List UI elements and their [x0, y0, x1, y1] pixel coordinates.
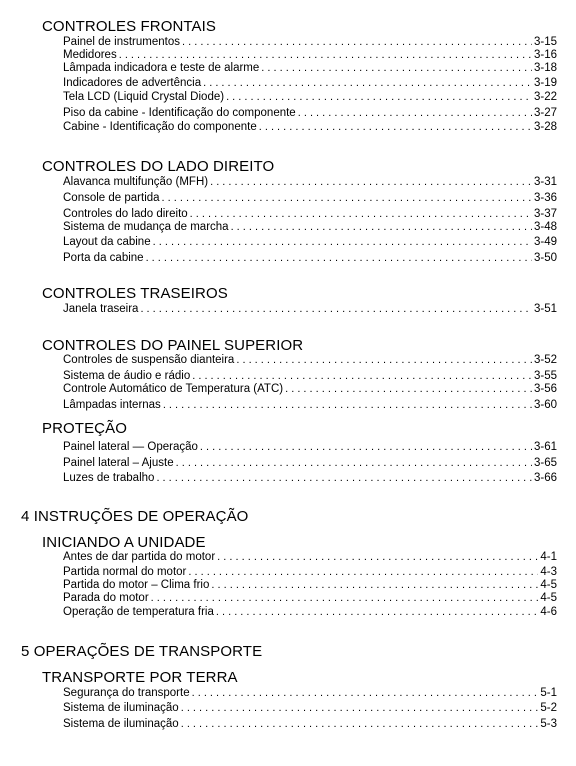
entry-title: Tela LCD (Liquid Crystal Diode)	[63, 91, 225, 103]
entry-title: Medidores	[63, 49, 117, 61]
entry-title: Parada do motor	[63, 592, 149, 604]
dot-leader	[182, 35, 532, 49]
entry-title: Sistema de áudio e rádio	[63, 370, 191, 382]
entry-page: 3-19	[533, 77, 557, 89]
entry-page: 3-22	[533, 91, 557, 103]
entry-page: 3-65	[533, 457, 557, 469]
dot-leader	[190, 207, 532, 221]
dot-leader	[176, 456, 532, 470]
entry-title: Controles do lado direito	[63, 208, 188, 220]
dot-leader	[210, 175, 532, 189]
toc-entry[interactable]	[63, 369, 557, 383]
entry-page: 3-37	[533, 208, 557, 220]
toc-entry[interactable]	[63, 191, 557, 205]
entry-title: Partida do motor – Clima frio	[63, 579, 210, 591]
toc-entry[interactable]	[63, 565, 557, 579]
dot-leader	[192, 369, 532, 383]
entry-page: 4-5	[540, 579, 557, 591]
entry-title: Sistema de mudança de marcha	[63, 221, 229, 233]
toc-entry[interactable]	[63, 578, 557, 592]
dot-leader	[156, 471, 532, 485]
entry-page: 3-60	[533, 399, 557, 411]
entry-title: Controle Automático de Temperatura (ATC)	[63, 383, 284, 395]
entry-page: 3-28	[533, 121, 557, 133]
entry-page: 3-31	[533, 176, 557, 188]
section-heading: INICIANDO A UNIDADE	[42, 534, 206, 551]
toc-entry[interactable]	[63, 251, 557, 265]
entry-title: Partida normal do motor	[63, 566, 187, 578]
toc-entry[interactable]	[63, 61, 557, 75]
dot-leader	[140, 302, 532, 316]
dot-leader	[203, 76, 532, 90]
toc-entry[interactable]	[63, 686, 557, 700]
section-heading: CONTROLES DO PAINEL SUPERIOR	[42, 337, 304, 354]
toc-entry[interactable]	[63, 76, 557, 90]
entry-page: 3-51	[533, 303, 557, 315]
entry-title: Janela traseira	[63, 303, 139, 315]
entry-title: Controles de suspensão dianteira	[63, 354, 235, 366]
section-heading: CONTROLES DO LADO DIREITO	[42, 158, 275, 175]
toc-entry[interactable]	[63, 90, 557, 104]
entry-title: Cabine - Identificação do componente	[63, 121, 257, 133]
dot-leader	[181, 717, 539, 731]
entry-page: 4-5	[540, 592, 557, 604]
entry-title: Luzes de trabalho	[63, 472, 155, 484]
toc-entry[interactable]	[63, 235, 557, 249]
chapter-heading: 5 OPERAÇÕES DE TRANSPORTE	[21, 643, 263, 660]
entry-page: 4-6	[540, 606, 557, 618]
dot-leader	[259, 120, 532, 134]
toc-entry[interactable]	[63, 605, 557, 619]
entry-page: 3-15	[533, 36, 557, 48]
toc-entry[interactable]	[63, 35, 557, 49]
toc-entry[interactable]	[63, 440, 557, 454]
entry-title: Piso da cabine - Identificação do componente	[63, 107, 296, 119]
entry-page: 3-48	[533, 221, 557, 233]
toc-entry[interactable]	[63, 398, 557, 412]
dot-leader	[217, 550, 538, 564]
entry-title: Operação de temperatura fria	[63, 606, 214, 618]
section-heading: PROTEÇÃO	[42, 420, 127, 437]
dot-leader	[285, 382, 532, 396]
entry-title: Painel lateral – Ajuste	[63, 457, 174, 469]
entry-page: 3-61	[533, 441, 557, 453]
entry-page: 4-3	[540, 566, 557, 578]
dot-leader	[153, 235, 532, 249]
toc-entry[interactable]	[63, 302, 557, 316]
dot-leader	[119, 48, 532, 62]
entry-page: 3-27	[533, 107, 557, 119]
dot-leader	[236, 353, 532, 367]
entry-page: 3-52	[533, 354, 557, 366]
entry-page: 3-16	[533, 49, 557, 61]
entry-page: 3-55	[533, 370, 557, 382]
toc-entry[interactable]	[63, 591, 557, 605]
entry-title: Painel lateral — Operação	[63, 441, 198, 453]
dot-leader	[146, 251, 532, 265]
entry-title: Antes de dar partida do motor	[63, 551, 216, 563]
entry-title: Segurança do transporte	[63, 687, 190, 699]
entry-title: Indicadores de advertência	[63, 77, 202, 89]
dot-leader	[192, 686, 539, 700]
dot-leader	[188, 565, 538, 579]
toc-entry[interactable]	[63, 701, 557, 715]
entry-page: 3-66	[533, 472, 557, 484]
entry-page: 3-50	[533, 252, 557, 264]
entry-title: Painel de instrumentos	[63, 36, 180, 48]
toc-entry[interactable]	[63, 106, 557, 120]
entry-title: Layout da cabine	[63, 236, 151, 248]
toc-entry[interactable]	[63, 550, 557, 564]
dot-leader	[211, 578, 538, 592]
entry-title: Porta da cabine	[63, 252, 144, 264]
toc-entry[interactable]	[63, 382, 557, 396]
dot-leader	[162, 191, 532, 205]
entry-title: Console de partida	[63, 192, 160, 204]
section-heading: TRANSPORTE POR TERRA	[42, 669, 238, 686]
entry-page: 3-18	[533, 62, 557, 74]
entry-title: Alavanca multifunção (MFH)	[63, 176, 209, 188]
entry-page: 3-36	[533, 192, 557, 204]
toc-entry[interactable]	[63, 48, 557, 62]
dot-leader	[181, 701, 539, 715]
entry-title: Sistema de iluminação	[63, 702, 179, 714]
entry-title: Lâmpada indicadora e teste de alarme	[63, 62, 260, 74]
chapter-heading: 4 INSTRUÇÕES DE OPERAÇÃO	[21, 508, 249, 525]
toc-entry[interactable]	[63, 207, 557, 221]
dot-leader	[226, 90, 532, 104]
entry-page: 4-1	[540, 551, 557, 563]
toc-entry[interactable]	[63, 456, 557, 470]
section-heading: CONTROLES FRONTAIS	[42, 18, 217, 35]
entry-title: Lâmpadas internas	[63, 399, 161, 411]
entry-page: 3-49	[533, 236, 557, 248]
dot-leader	[151, 591, 539, 605]
toc-entry[interactable]	[63, 717, 557, 731]
entry-page: 5-1	[540, 687, 557, 699]
dot-leader	[216, 605, 539, 619]
entry-page: 5-3	[540, 718, 557, 730]
dot-leader	[298, 106, 532, 120]
toc-entry[interactable]	[63, 120, 557, 134]
dot-leader	[261, 61, 532, 75]
section-heading: CONTROLES TRASEIROS	[42, 285, 228, 302]
entry-title: Sistema de iluminação	[63, 718, 179, 730]
toc-entry[interactable]	[63, 353, 557, 367]
entry-page: 5-2	[540, 702, 557, 714]
entry-page: 3-56	[533, 383, 557, 395]
toc-entry[interactable]	[63, 175, 557, 189]
dot-leader	[200, 440, 532, 454]
toc-entry[interactable]	[63, 471, 557, 485]
toc-entry[interactable]	[63, 220, 557, 234]
dot-leader	[163, 398, 532, 412]
dot-leader	[231, 220, 532, 234]
